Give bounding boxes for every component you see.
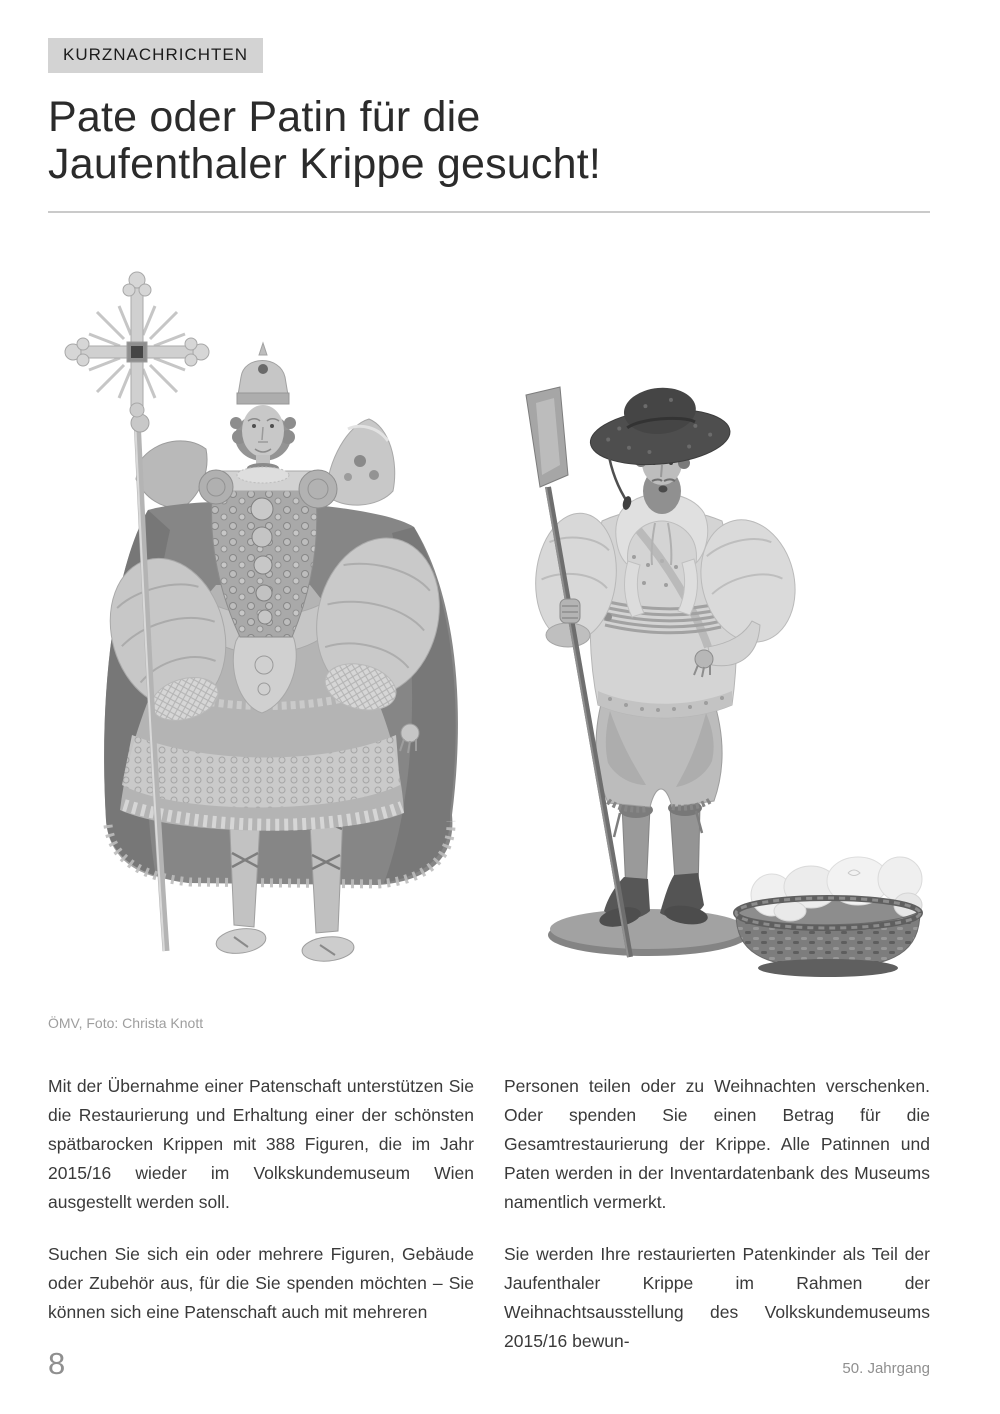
paragraph: Personen teilen oder zu Weihnachten verschenken. Oder spenden Sie einen Betrag für die Gesamtrestaurierung der Krippe. Alle Patinnen und Paten werden in der Inventardatenbank des Museums namentlich vermerkt. (504, 1076, 930, 1212)
photo-caption: ÖMV, Foto: Christa Knott (48, 1015, 204, 1031)
paragraph: Mit der Übernahme einer Patenschaft unterstützen Sie die Restaurierung und Erhaltung einer der schönsten spätbarocken Krippen mit 388 Figuren, die im Jahr 2015/16 wieder im Volkskundemuseum Wien ausgestellt werden soll. (48, 1076, 474, 1212)
page-footer (48, 1348, 930, 1379)
crib-figures-illustration (48, 265, 930, 1005)
section-kicker: KURZNACHRICHTEN (48, 38, 263, 73)
paragraph: Sie werden Ihre restaurierten Patenkinder als Teil der Jaufenthaler Krippe im Rahmen der Weihnachtsausstellung des Volkskundemuseums 2015/16 bewun- (504, 1244, 930, 1351)
shepherd-head (586, 382, 732, 514)
article-title-line1: Pate oder Patin für die (48, 93, 481, 141)
angel-figure (65, 272, 458, 963)
egg-basket (736, 857, 922, 977)
right-column (504, 1072, 930, 1356)
paragraph: Suchen Sie sich ein oder mehrere Figuren, Gebäude oder Zubehör aus, für die Sie spenden möchten – Sie können sich eine Patenschaft auch mit mehreren (48, 1244, 474, 1322)
crib-figures-photo (48, 265, 930, 1005)
volume-label: 50. Jahrgang (842, 1360, 930, 1377)
header-divider (48, 211, 930, 213)
article-body (48, 1072, 930, 1356)
angel-head (230, 343, 296, 483)
shepherd-figure (526, 382, 808, 957)
page-number: 8 (48, 1346, 66, 1381)
left-column (48, 1072, 474, 1356)
article-title (48, 94, 930, 188)
article-title-line2: Jaufenthaler Krippe gesucht! (48, 140, 602, 188)
